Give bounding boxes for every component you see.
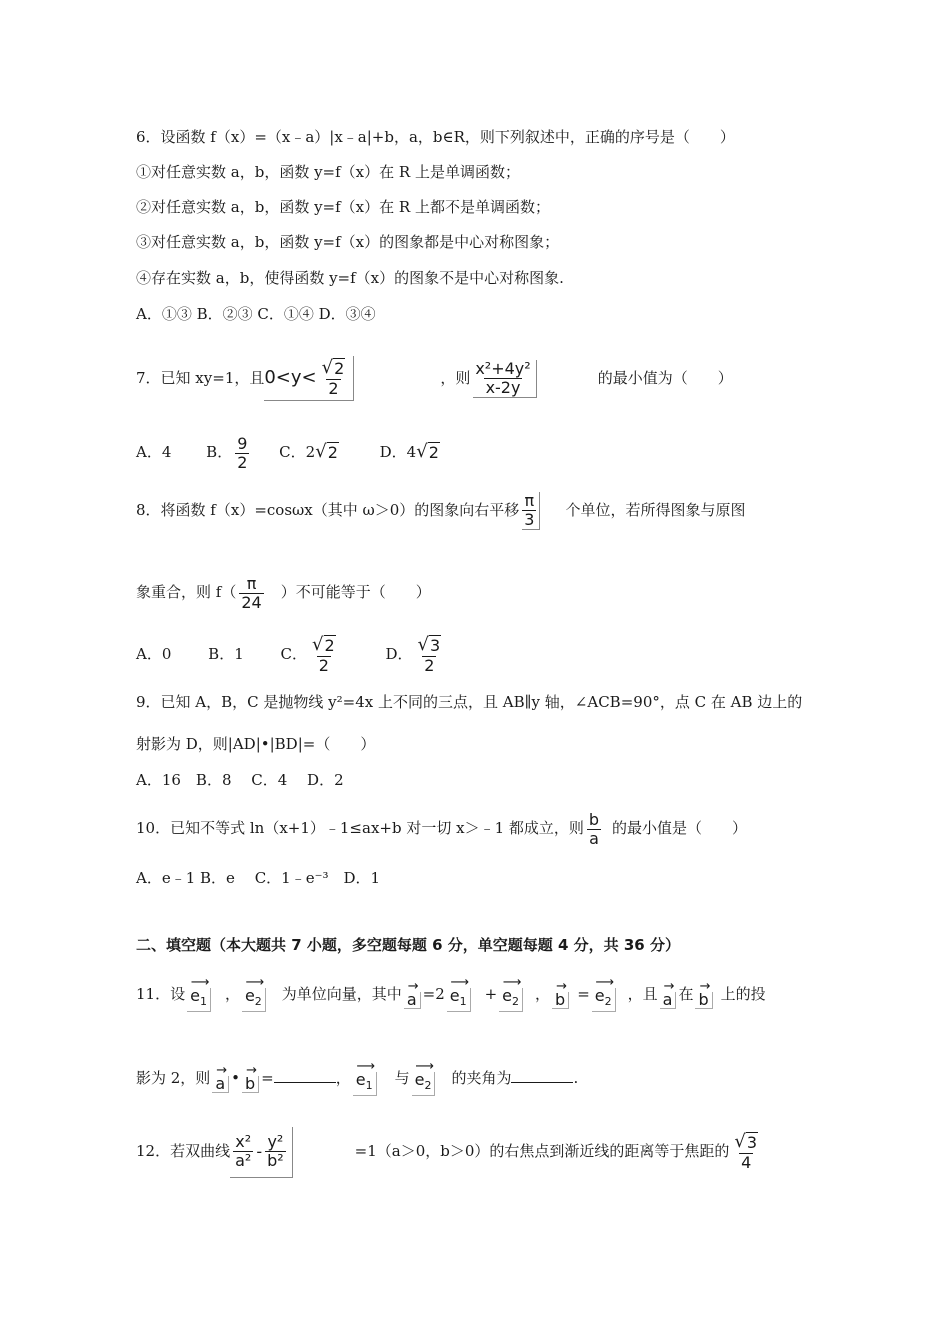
q8-option-b: B．1 [208, 645, 244, 663]
q11-vector-b-c: → b [242, 1066, 259, 1093]
q7-option-b-fraction: $\frac{9}{2}$ [237, 433, 248, 472]
q8-suffix: 个单位，若所得图象与原图 [565, 501, 746, 519]
q7-cond-fraction [320, 358, 348, 398]
q9-stem-line-2: 射影为 D，则|AD|•|BD|=（ ） [136, 735, 376, 753]
q8-shift-fraction: $\frac{\pi}{3}$ [522, 492, 540, 530]
q7-options [136, 432, 440, 472]
q11-vector-e1-b: ⟶ $e_1$ [447, 978, 471, 1011]
q11-prefix: 11．设 [136, 985, 186, 1003]
q11-vector-b-b: → b [695, 982, 712, 1009]
q8-option-c-fraction: √ 2 2 [312, 634, 335, 675]
q7-stem [136, 356, 733, 401]
q11-vector-e1-c: ⟶ $e_1$ [353, 1062, 377, 1095]
q7-expression [473, 360, 536, 398]
q11-blank-2[interactable] [511, 1068, 573, 1083]
q7-condition [264, 356, 354, 401]
q7-option-a: A．4 [136, 443, 172, 461]
q6-options: A．①③ B．②③ C．①④ D．③④ [136, 305, 376, 323]
q9-options: A．16 B．8 C．4 D．2 [136, 771, 344, 789]
q10-prefix: 10．已知不等式 ln（x+1）﹣1≤ax+b 对一切 x＞﹣1 都成立，则 [136, 819, 584, 837]
q12-suffix: =1（a＞0，b＞0）的右焦点到渐近线的距离等于焦距的 [354, 1142, 730, 1160]
q12-prefix: 12．若双曲线 [136, 1142, 231, 1160]
q8-stem-line-2 [136, 570, 431, 614]
section-2-title: 二、填空题（本大题共 7 小题，多空题每题 6 分，单空题每题 4 分，共 36 分） [136, 936, 680, 954]
q10-suffix: 的最小值是（ ） [612, 819, 748, 837]
q11-line2-prefix: 影为 2，则 [136, 1069, 211, 1087]
q6-statement-3: ③对任意实数 a，b，函数 y=f（x）的图象都是中心对称图象； [136, 233, 560, 251]
q7-cond-sqrt: √ 2 [321, 357, 345, 378]
q8-stem-line-1 [136, 488, 745, 532]
q11-vector-a-b: → a [660, 982, 677, 1009]
q7-option-c-sqrt: √ 2 [315, 441, 338, 462]
q11-blank-1[interactable] [274, 1068, 336, 1083]
q6-statement-1: ①对任意实数 a，b，函数 y=f（x）在 R 上是单调函数； [136, 163, 520, 181]
q8-options [136, 632, 446, 676]
q11-vector-e1: ⟶ $e_1$ [187, 978, 211, 1011]
q11-vector-e2-c: ⟶ $e_2$ [592, 978, 616, 1011]
q7-option-c: C．2 [279, 443, 316, 461]
q8-line2-suffix: ）不可能等于（ ） [280, 583, 431, 601]
q12-stem [136, 1126, 763, 1178]
q10-stem [136, 808, 747, 848]
q8-option-d-fraction: √ 3 2 [417, 634, 441, 675]
q11-vector-b: → b [552, 982, 569, 1009]
q6-stem: 6．设函数 f（x）=（x﹣a）|x﹣a|+b，a，b∈R，则下列叙述中，正确的序号是（ ） [136, 128, 735, 146]
q7-cond-left: 0<y< [264, 367, 317, 388]
q12-hyperbola-expression: $\frac{\text{x²}}{\text{a²}}$ - $\frac{\text{y²}}{\text{b²}}$ [230, 1127, 293, 1178]
q7-option-b: B． [206, 443, 233, 461]
q6-statement-4: ④存在实数 a，b，使得函数 y=f（x）的图象不是中心对称图象. [136, 269, 564, 287]
q11-vector-e2-d: ⟶ $e_2$ [412, 1062, 436, 1095]
q7-option-d: D．4 [379, 443, 417, 461]
q8-f-fraction: $\frac{\pi}{24}$ [241, 573, 262, 612]
q11-vector-e2: ⟶ $e_2$ [242, 978, 266, 1011]
q11-vector-a: → a [404, 982, 421, 1009]
q7-cond-den: 2 [328, 379, 339, 398]
q10-fraction: $\frac{b}{a}$ [588, 809, 600, 848]
q10-options: A．e﹣1 B．e C．1﹣e⁻³ D．1 [136, 869, 381, 887]
q7-expr-num: x²+4y² [475, 359, 531, 378]
q8-option-a: A．0 [136, 645, 172, 663]
q7-expr-den: x-2y [485, 378, 521, 397]
q8-option-c: C． [280, 645, 308, 663]
q8-line2-prefix: 象重合，则 f（ [136, 583, 237, 601]
q7-prefix: 7．已知 xy=1，且 [136, 369, 265, 387]
q11-stem-line-1: 11．设 ⟶ $e_1$ ， ⟶ $e_2$ 为单位向量，其中 → a =2 ⟶ $e_1$ + ⟶ $e_2$ ， → b = ⟶ $e_2$ ，且 → a 在 → b 上的投 [136, 974, 766, 1014]
q11-vector-e2-b: ⟶ $e_2$ [499, 978, 523, 1011]
q7-suffix: 的最小值为（ ） [597, 369, 733, 387]
q8-prefix: 8．将函数 f（x）=cosωx（其中 ω＞0）的图象向右平移 [136, 501, 520, 519]
q6-statement-2: ②对任意实数 a，b，函数 y=f（x）在 R 上都不是单调函数； [136, 198, 550, 216]
q7-mid: ，则 [440, 369, 471, 387]
q11-vector-a-c: → a [212, 1066, 229, 1093]
q7-option-d-sqrt: √ 2 [416, 441, 439, 462]
q11-stem-line-2: 影为 2，则 → a • → b = ， ⟶ $e_1$ 与 ⟶ $e_2$ 的夹角为 . [136, 1058, 578, 1098]
q12-fraction: √ 3 4 [734, 1131, 758, 1172]
q8-option-d: D． [385, 645, 413, 663]
q9-stem-line-1: 9．已知 A，B，C 是抛物线 y²=4x 上不同的三点，且 AB∥y 轴，∠ACB=90°，点 C 在 AB 边上的 [136, 693, 803, 711]
